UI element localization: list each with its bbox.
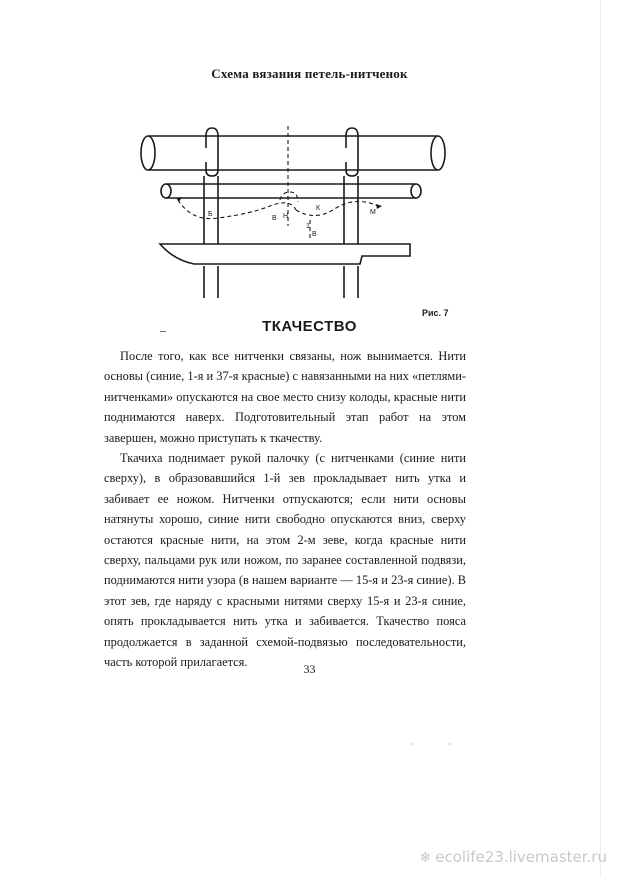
body-text	[104, 346, 466, 673]
scan-speck: ·	[410, 740, 413, 749]
top-log-end-right	[431, 136, 445, 170]
knife	[160, 244, 410, 264]
dashed-thread-left	[178, 200, 296, 219]
top-log	[148, 136, 438, 170]
label-m: М	[370, 209, 376, 216]
scan-edge	[600, 0, 601, 877]
label-k: К	[316, 205, 321, 212]
page-number: 33	[303, 662, 316, 676]
label-n: Н	[283, 213, 289, 220]
warp-bottom	[204, 266, 358, 298]
figure-number: Рис. 7	[422, 308, 449, 318]
figure-caption: Схема вязания петель-нитченок	[211, 66, 408, 81]
arrow-right	[376, 204, 382, 209]
label-v-lower: В	[312, 231, 317, 238]
label-b: Б	[208, 211, 213, 218]
scan-speck: ·	[448, 740, 451, 749]
snowflake-icon: ❄	[419, 850, 432, 866]
dash-mark: –	[160, 323, 166, 337]
section-title: ТКАЧЕСТВО	[262, 318, 357, 335]
weaving-diagram	[120, 118, 460, 298]
warp-right	[344, 176, 358, 244]
dashed-loop-center	[280, 192, 298, 202]
right-loop	[346, 128, 358, 176]
warp-left	[204, 176, 218, 244]
label-v: В	[272, 215, 277, 222]
paragraph: После того, как все нитченки связаны, нож вынимается. Нити основы (синие, 1-я и 37-я красные) с навязанными на них «петлями-нитченками» опускаются на свое место снизу колоды, красные нити поднимаются наверх. Подготовительный этап работ на этом завершен, можно приступать к ткачеству.	[104, 349, 466, 445]
heddle-stick-end-left	[161, 184, 171, 198]
watermark-text: ecolife23.livemaster.ru	[435, 848, 607, 866]
label-one: 1	[306, 223, 310, 230]
watermark	[420, 848, 608, 866]
heddle-stick-end-right	[411, 184, 421, 198]
paragraph: Ткачиха поднимает рукой палочку (с нитченками (синие нити сверху), в образовавшийся 1-й зев прокладывает нить утка и забивает ее ножом. Нитченки отпускаются; если нити основы натянуты хорошо, синие нити свободно опускаются вниз, сверху остаются красные нити, на этом 2-м зеве, когда красные нити сверху, пальцами рук или ножом, по заранее составленной подвязи, поднимаются нити узора (в нашем варианте — 15-я и 23-я синие). В этот зев, где наряду с красными нитями сверху 15-я и 23-я синие, опять прокладывается нить утка и забивается. Ткачество пояса продолжается в заданной схемой-подвязью последовательности, часть которой прилагается.	[104, 451, 466, 670]
top-log-end-left	[141, 136, 155, 170]
left-loop	[206, 128, 218, 176]
dashed-thread-right	[296, 201, 378, 215]
